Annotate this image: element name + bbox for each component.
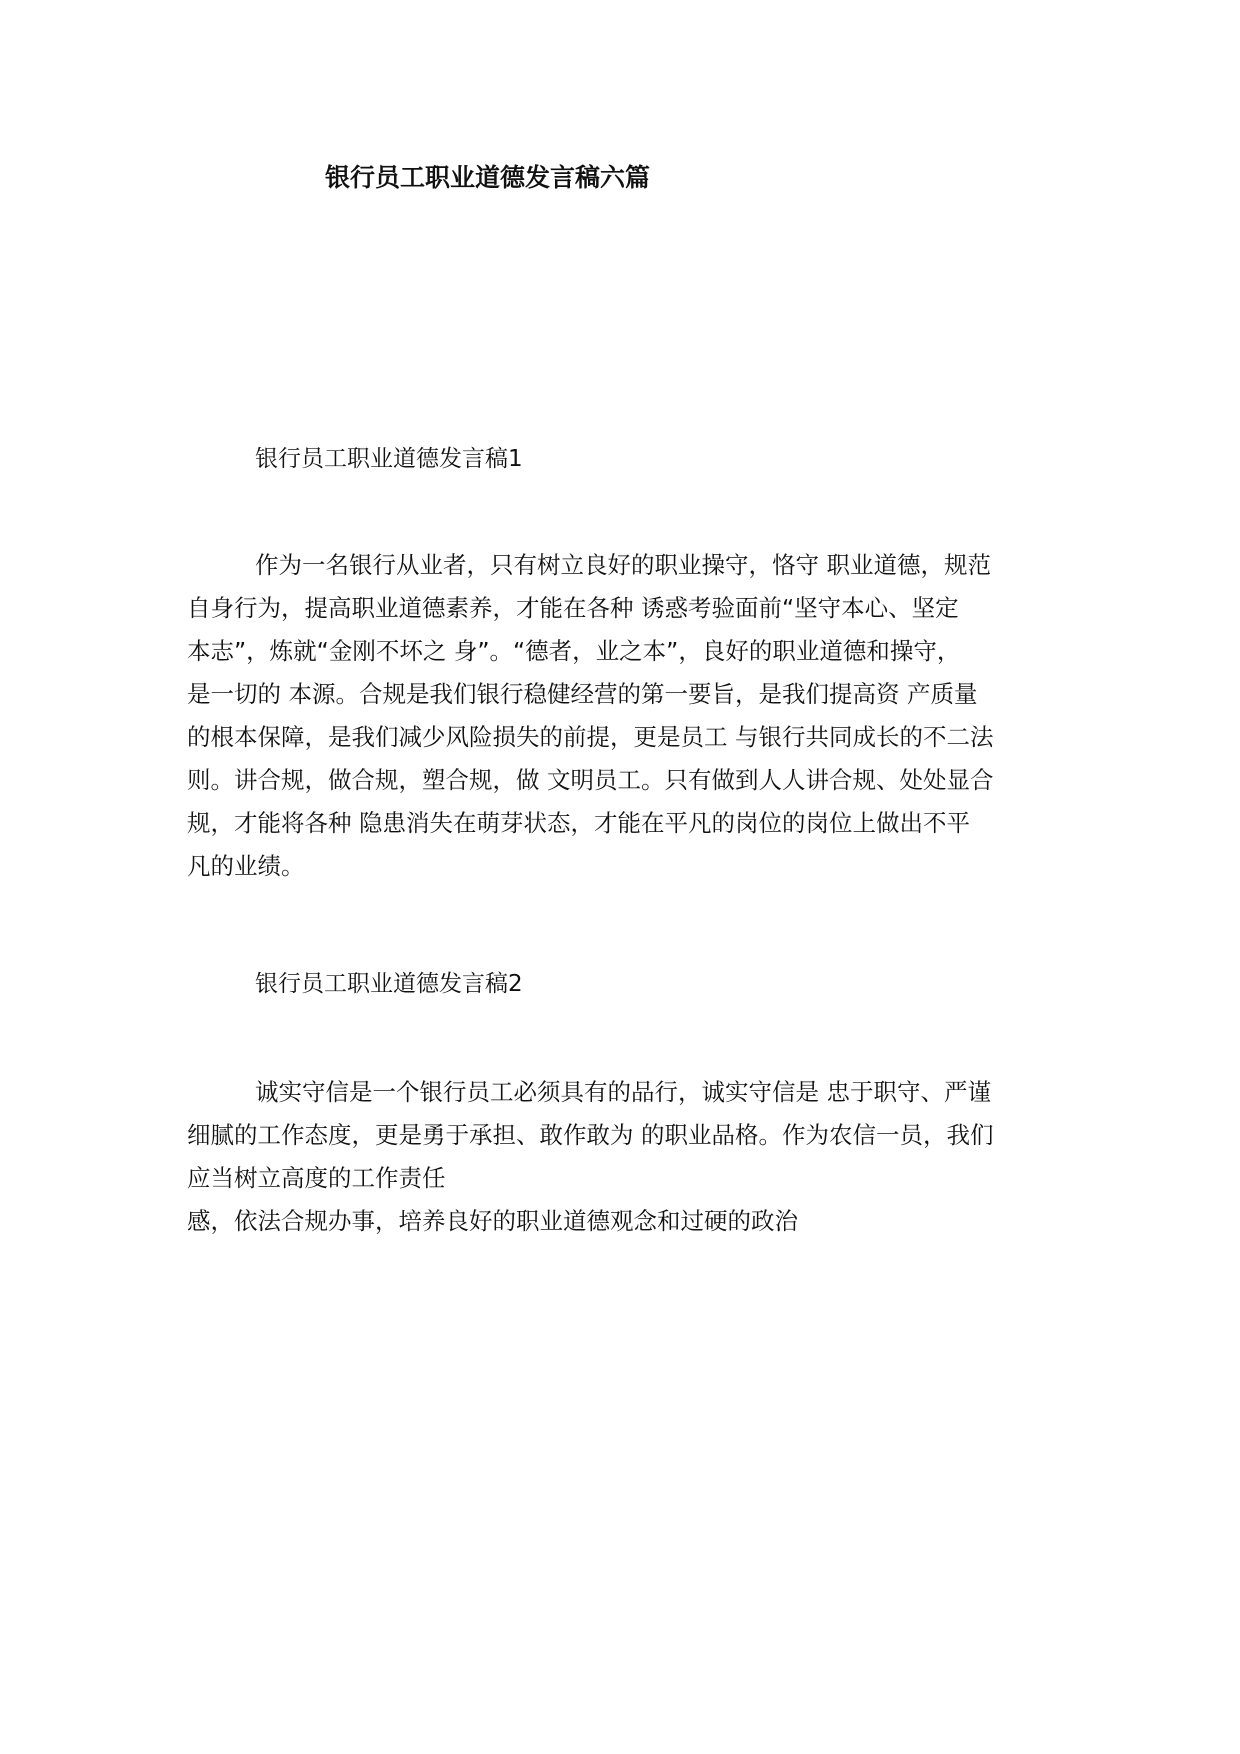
paragraph-line: 则。讲合规，做合规，塑合规，做 文明员工。只有做到人人讲合规、处处显合 [187, 766, 994, 794]
paragraph-line: 规，才能将各种 隐患消失在萌芽状态，才能在平凡的岗位的岗位上做出不平 [187, 809, 970, 837]
paragraph-line: 应当树立高度的工作责任 [187, 1164, 446, 1192]
paragraph-line: 感，依法合规办事，培养良好的职业道德观念和过硬的政治 [187, 1207, 798, 1235]
paragraph-line: 自身行为，提高职业道德素养，才能在各种 诱惑考验面前“坚守本心、坚定 [187, 594, 959, 622]
paragraph-line: 凡的业绩。 [187, 852, 305, 880]
paragraph-line: 的根本保障，是我们减少风险损失的前提，更是员工 与银行共同成长的不二法 [187, 723, 994, 751]
section-heading-1: 银行员工职业道德发言稿1 [255, 446, 523, 472]
paragraph-line: 本志”，炼就“金刚不坏之 身”。“德者，业之本”，良好的职业道德和操守， [187, 637, 961, 665]
section-1-paragraph [187, 544, 1067, 888]
document-title: 银行员工职业道德发言稿六篇 [325, 163, 651, 192]
paragraph-line: 诚实守信是一个银行员工必须具有的品行，诚实守信是 忠于职守、严谨 [255, 1078, 991, 1106]
paragraph-line: 作为一名银行从业者，只有树立良好的职业操守，恪守 职业道德，规范 [255, 551, 991, 579]
paragraph-line: 是一切的 本源。合规是我们银行稳健经营的第一要旨，是我们提高资 产质量 [187, 680, 978, 708]
paragraph-line: 细腻的工作态度，更是勇于承担、敢作敢为 的职业品格。作为农信一员，我们 [187, 1121, 994, 1149]
section-2-paragraph [187, 1071, 1067, 1243]
section-heading-2: 银行员工职业道德发言稿2 [255, 971, 523, 997]
